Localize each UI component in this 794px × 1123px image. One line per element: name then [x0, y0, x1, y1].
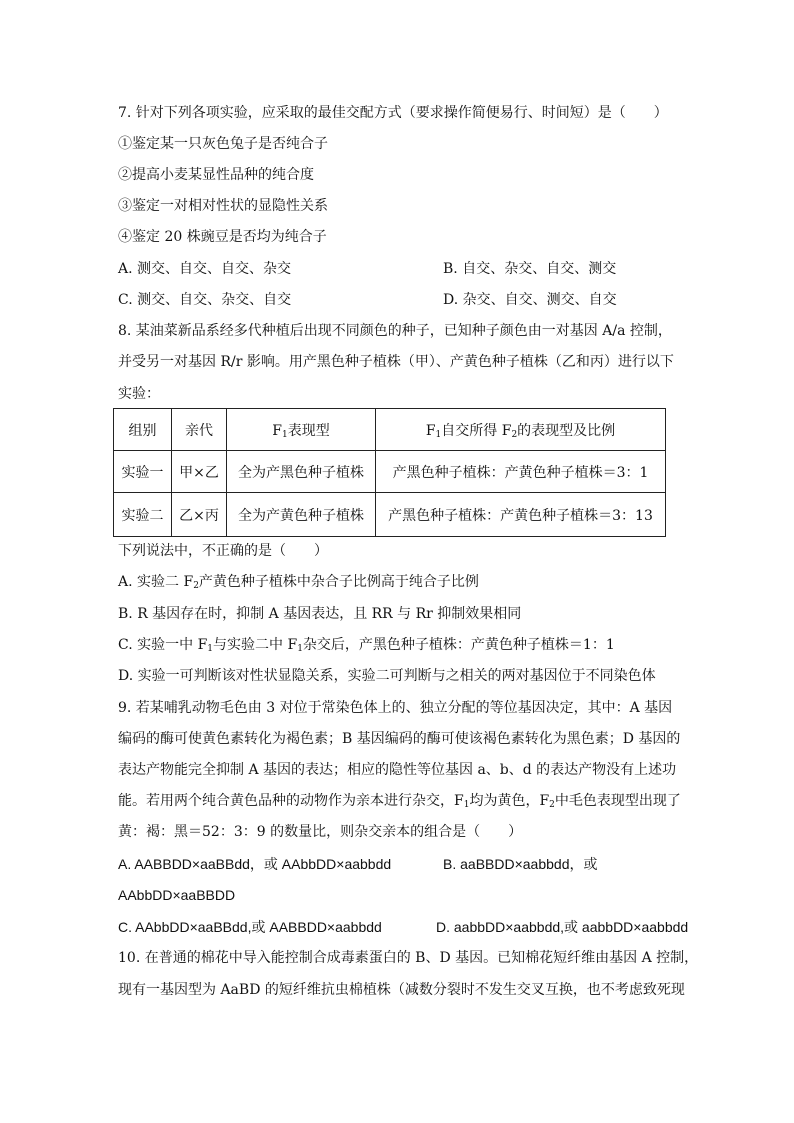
q8-question: 下列说法中，不正确的是（ ） — [118, 543, 328, 559]
q7-stem: 7. 针对下列各项实验，应采取的最佳交配方式（要求操作简便易行、时间短）是（ ） — [118, 105, 668, 121]
q9-line-4: 能。若用两个纯合黄色品种的动物作为亲本进行杂交，$F_1$均为黄色，$F_2$中毛色表现型出现了 — [118, 793, 681, 810]
q9-option-b-continued: AAbbDD×aaBBDD — [118, 887, 236, 903]
table-row — [114, 451, 666, 493]
q8-stem-line-1: 8. 某油菜新品系经多代种植后出现不同颜色的种子，已知种子颜色由一对基因 A/a 控制， — [118, 323, 672, 339]
q7-item-1: ①鉴定某一只灰色兔子是否纯合子 — [118, 136, 328, 152]
table-row — [114, 493, 666, 537]
q9-line-5: 黄：褐：黑＝52：3：9 的数量比，则杂交亲本的组合是（ ） — [118, 824, 523, 840]
q7-option-d: D. 杂交、自交、测交、自交 — [443, 292, 617, 308]
q9-line-2: 编码的酶可使黄色素转化为褐色素；B 基因编码的酶可使该褐色素转化为黑色素；D 基因的 — [118, 731, 681, 747]
q7-option-c: C. 测交、自交、杂交、自交 — [118, 292, 292, 308]
header-parents: 亲代 — [172, 409, 227, 451]
cell-f1: 全为产黑色种子植株 — [227, 451, 376, 493]
cell-group: 实验二 — [114, 493, 172, 537]
q8-experiment-table — [113, 408, 666, 537]
q8-stem-line-2: 并受另一对基因 R/r 影响。用产黑色种子植株（甲）、产黄色种子植株（乙和丙）进行以下 — [118, 354, 674, 370]
cell-f1: 全为产黄色种子植株 — [227, 493, 376, 537]
q9-line-1: 9. 若某哺乳动物毛色由 3 对位于常染色体上的、独立分配的等位基因决定，其中：A 基因 — [118, 700, 673, 716]
q8-stem-line-3: 实验： — [118, 386, 160, 402]
q9-option-a: A. AABBDD×aaBBdd，或 AAbbDD×aabbdd — [118, 856, 392, 872]
q9-option-c: C. AAbbDD×aaBBdd,或 AABBDD×aabbdd — [118, 919, 382, 935]
cell-f2: 产黑色种子植株：产黄色种子植株＝3：1 — [376, 451, 666, 493]
q8-option-c: C. 实验一中 $F_1$与实验二中 $F_1$杂交后，产黑色种子植株：产黄色种子植株＝1：1 — [118, 637, 615, 654]
q7-item-3: ③鉴定一对相对性状的显隐性关系 — [118, 198, 328, 214]
q9-line-3: 表达产物能完全抑制 A 基因的表达；相应的隐性等位基因 a、b、d 的表达产物没有上述功 — [118, 762, 677, 778]
q8-option-d: D. 实验一可判断该对性状显隐关系，实验二可判断与之相关的两对基因位于不同染色体 — [118, 668, 656, 684]
q8-option-b: B. R 基因存在时，抑制 A 基因表达，且 RR 与 Rr 抑制效果相同 — [118, 606, 522, 622]
q8-option-a: A. 实验二 $F_2$产黄色种子植株中杂合子比例高于纯合子比例 — [118, 574, 479, 591]
cell-f2: 产黑色种子植株：产黄色种子植株＝3：13 — [376, 493, 666, 537]
cell-group: 实验一 — [114, 451, 172, 493]
table-header-row — [114, 409, 666, 451]
q7-item-4: ④鉴定 20 株豌豆是否均为纯合子 — [118, 229, 327, 245]
q7-item-2: ②提高小麦某显性品种的纯合度 — [118, 167, 314, 183]
cell-parents: 甲×乙 — [172, 451, 227, 493]
q7-option-a: A. 测交、自交、自交、杂交 — [118, 261, 292, 277]
cell-parents: 乙×丙 — [172, 493, 227, 537]
q7-option-b: B. 自交、杂交、自交、测交 — [443, 261, 617, 277]
header-f2-ratio: $F_1$自交所得 $F_2$的表现型及比例 — [376, 409, 666, 451]
q9-option-d: D. aabbDD×aabbdd,或 aabbDD×aabbdd — [436, 919, 689, 935]
q10-line-2: 现有一基因型为 AaBD 的短纤维抗虫棉植株（减数分裂时不发生交叉互换，也不考虑致死现 — [118, 982, 685, 998]
q9-option-b: B. aaBBDD×aabbdd，或 — [443, 856, 598, 872]
header-f1-phenotype: $F_1$表现型 — [227, 409, 376, 451]
q10-line-1: 10. 在普通的棉花中导入能控制合成毒素蛋白的 B、D 基因。已知棉花短纤维由基因 A 控制， — [118, 950, 699, 966]
header-group: 组别 — [114, 409, 172, 451]
